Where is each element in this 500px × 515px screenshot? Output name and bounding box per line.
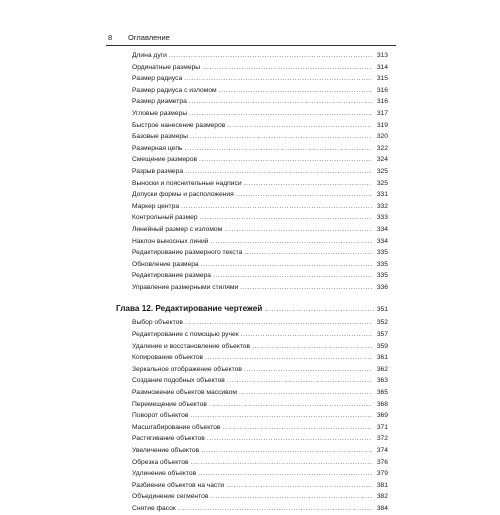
toc-entry-label: Удлинение объектов (132, 470, 197, 478)
toc-entry-page: 315 (376, 75, 388, 83)
toc-entry-label: Смещение размеров (132, 156, 198, 164)
toc-entry[interactable] (116, 120, 388, 132)
toc-entry-page: 336 (376, 283, 388, 291)
toc-entry-page: 374 (376, 447, 388, 454)
leader-dots (184, 73, 372, 85)
toc-entry-label: Редактирование размерного текста (132, 249, 243, 257)
toc-entry[interactable] (116, 224, 388, 236)
leader-dots (252, 341, 372, 353)
page-header (106, 31, 396, 46)
toc-entry-label: Создание подобных объектов (132, 377, 225, 385)
toc-entry-label: Масштабирование объектов (132, 423, 221, 431)
toc-entry[interactable] (116, 212, 388, 224)
toc-entry[interactable] (116, 422, 388, 434)
toc-entry[interactable] (116, 85, 388, 97)
leader-dots (264, 303, 375, 316)
toc-entry[interactable] (116, 457, 388, 469)
toc-entry-page: 352 (376, 319, 388, 327)
toc-entry-label: Быстрое нанесение размеров (132, 121, 226, 129)
toc-entry-label: Линейный размер с изломом (132, 225, 223, 233)
toc-entry-page: 331 (376, 191, 388, 199)
toc-entry-label: Базовые размеры (132, 133, 188, 141)
toc-entry-label: Размер радиуса (132, 75, 183, 83)
toc-entry-label: Удаление и восстановление объектов (132, 342, 251, 350)
leader-dots (244, 247, 372, 259)
toc-entry-label: Размерная цепь (132, 144, 183, 152)
toc-entry[interactable] (116, 282, 388, 294)
leader-dots (190, 410, 372, 422)
leader-dots (190, 131, 372, 143)
toc-entry-page: 359 (376, 342, 388, 350)
toc-entry-label: Обрезка объектов (132, 458, 189, 466)
leader-dots (185, 166, 372, 178)
toc-entry-label: Ординатные размеры (132, 63, 201, 71)
toc-entry-page: 381 (376, 481, 388, 489)
page-number: 8 (108, 33, 113, 42)
toc-entry[interactable] (116, 131, 388, 143)
toc-entry-label: Допуски формы и расположения (132, 191, 234, 199)
toc-entry[interactable] (116, 468, 388, 480)
leader-dots (185, 317, 372, 329)
toc-entry[interactable] (116, 445, 388, 457)
toc-entry[interactable] (116, 329, 388, 341)
toc-chapter-12[interactable] (116, 302, 388, 315)
toc-entry[interactable] (116, 62, 388, 74)
toc-entry[interactable] (116, 352, 388, 364)
toc-entry-label: Увеличение объектов (132, 447, 200, 454)
toc-entry[interactable] (116, 166, 388, 178)
toc-entry-page: 332 (376, 202, 388, 210)
leader-dots (210, 491, 372, 503)
toc-entry[interactable] (116, 178, 388, 190)
leader-dots (201, 445, 372, 457)
toc-entry-page: 322 (376, 144, 388, 152)
toc-section-2 (116, 317, 388, 514)
toc-entry[interactable] (116, 96, 388, 108)
toc-entry-page: 335 (376, 249, 388, 257)
leader-dots (202, 62, 372, 74)
toc-entry[interactable] (116, 433, 388, 445)
leader-dots (236, 189, 372, 201)
leader-dots (189, 108, 372, 120)
leader-dots (227, 120, 372, 132)
toc-entry[interactable] (116, 259, 388, 271)
toc-entry-label: Угловые размеры (132, 109, 188, 117)
toc-entry-page: 365 (376, 389, 388, 397)
toc-entry[interactable] (116, 50, 388, 62)
leader-dots (169, 50, 372, 62)
toc-entry-label: Поворот объектов (132, 412, 189, 420)
leader-dots (191, 457, 372, 469)
leader-dots (200, 212, 372, 224)
toc-entry-label: Обновление размера (132, 260, 199, 268)
leader-dots (241, 329, 372, 341)
leader-dots (227, 375, 372, 387)
toc-entry-page: 319 (376, 121, 388, 129)
toc-entry[interactable] (116, 480, 388, 492)
toc-entry-page: 371 (376, 423, 388, 431)
chapter-title: Глава 12. Редактирование чертежей (116, 304, 263, 314)
toc-entry-page: 363 (376, 377, 388, 385)
toc-entry[interactable] (116, 143, 388, 155)
toc-entry-page: 372 (376, 435, 388, 443)
toc-entry-label: Разбиение объектов на части (132, 481, 225, 489)
toc-entry-label: Наклон выносных линий (132, 237, 209, 245)
toc-entry-page: 314 (376, 63, 388, 71)
toc-entry[interactable] (116, 364, 388, 376)
toc-entry[interactable] (116, 387, 388, 399)
toc-entry-page: 313 (376, 52, 388, 59)
leader-dots (219, 85, 372, 97)
toc-entry-page: 382 (376, 493, 388, 501)
leader-dots (198, 468, 372, 480)
toc-entry[interactable] (116, 399, 388, 411)
toc-entry-page: 316 (376, 98, 388, 106)
toc-entry-label: Выбор объектов (132, 319, 183, 327)
toc-entry[interactable] (116, 410, 388, 422)
toc-entry[interactable] (116, 317, 388, 329)
toc-entry[interactable] (116, 236, 388, 248)
toc-entry[interactable] (116, 247, 388, 259)
toc-entry-label: Редактирование размера (132, 272, 211, 280)
toc-entry[interactable] (116, 189, 388, 201)
toc-entry-page: 368 (376, 400, 388, 408)
toc-entry[interactable] (116, 375, 388, 387)
leader-dots (210, 236, 372, 248)
leader-dots (209, 399, 372, 411)
toc-entry[interactable] (116, 503, 388, 515)
toc-entry-page: 369 (376, 412, 388, 420)
toc-entry[interactable] (116, 73, 388, 85)
leader-dots (222, 422, 372, 434)
toc-entry-label: Размер диаметра (132, 98, 187, 106)
toc-entry-label: Размножение объектов массивом (132, 389, 237, 397)
toc-entry-page: 320 (376, 133, 388, 141)
toc-entry-label: Маркер центра (132, 202, 180, 210)
toc-entry-label: Длина дуги (132, 52, 167, 59)
toc-entry[interactable] (116, 108, 388, 120)
leader-dots (244, 364, 372, 376)
toc-entry-page: 362 (376, 365, 388, 373)
toc-entry-label: Зеркальное отображение объектов (132, 365, 242, 373)
toc-section-1 (116, 50, 388, 293)
leader-dots (199, 154, 372, 166)
leader-dots (207, 433, 372, 445)
toc-entry-page: 335 (376, 272, 388, 280)
toc-entry-page: 335 (376, 260, 388, 268)
toc-entry-page: 376 (376, 458, 388, 466)
toc-entry-page: 333 (376, 214, 388, 222)
leader-dots (178, 503, 372, 515)
toc-entry-label: Разрыв размера (132, 167, 184, 175)
toc-entry-label: Выноски и пояснительные надписи (132, 179, 242, 187)
leader-dots (184, 143, 372, 155)
toc-entry[interactable] (116, 154, 388, 166)
toc-entry-page: 384 (376, 504, 388, 512)
toc-entry-page: 357 (376, 331, 388, 339)
leader-dots (181, 201, 372, 213)
toc-entry-label: Объединение сегментов (132, 493, 209, 501)
toc-entry-page: 317 (376, 109, 388, 117)
leader-dots (189, 96, 372, 108)
table-of-contents (116, 50, 388, 515)
leader-dots (213, 270, 372, 282)
toc-entry-page: 334 (376, 237, 388, 245)
toc-entry-page: 334 (376, 225, 388, 233)
toc-entry[interactable] (116, 341, 388, 353)
leader-dots (205, 352, 372, 364)
toc-entry[interactable] (116, 270, 388, 282)
toc-entry-page: 325 (376, 179, 388, 187)
toc-entry-label: Контрольный размер (132, 214, 198, 222)
leader-dots (201, 259, 372, 271)
toc-entry-page: 324 (376, 156, 388, 164)
leader-dots (239, 387, 372, 399)
toc-entry-page: 316 (376, 86, 388, 94)
leader-dots (244, 178, 372, 190)
toc-entry[interactable] (116, 201, 388, 213)
toc-entry-label: Управление размерными стилями (132, 283, 239, 291)
leader-dots (240, 282, 372, 294)
toc-entry-label: Снятие фасок (132, 504, 176, 512)
leader-dots (224, 224, 372, 236)
toc-entry-page: 361 (376, 354, 388, 362)
toc-entry-label: Перемещение объектов (132, 400, 207, 408)
toc-entry-label: Размер радиуса с изломом (132, 86, 217, 94)
toc-entry-label: Редактирование с помощью ручек (132, 331, 239, 339)
chapter-page: 351 (376, 306, 388, 314)
running-title: Оглавление (128, 33, 170, 42)
toc-entry-label: Растягивание объектов (132, 435, 205, 443)
leader-dots (226, 480, 372, 492)
toc-entry-page: 325 (376, 167, 388, 175)
toc-entry-label: Копирование объектов (132, 354, 204, 362)
toc-entry-page: 379 (376, 470, 388, 478)
toc-entry[interactable] (116, 491, 388, 503)
